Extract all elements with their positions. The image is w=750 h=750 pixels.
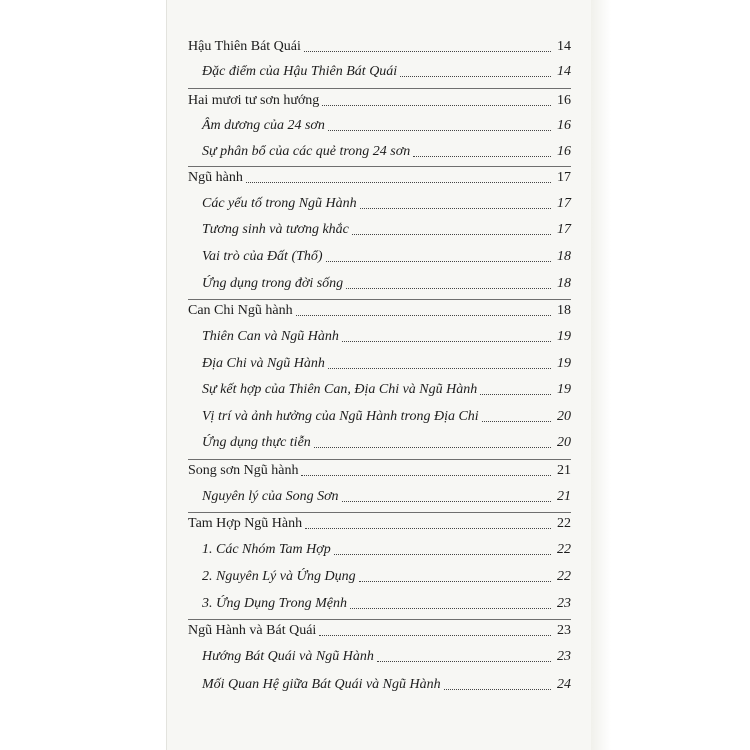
toc-entry-page: 23 (557, 623, 571, 638)
toc-entry-title: Song sơn Ngũ hành (188, 463, 299, 478)
dot-leader (319, 634, 551, 636)
dot-leader (328, 129, 551, 131)
toc-entry-page: 22 (557, 542, 571, 557)
dot-leader (360, 207, 551, 209)
toc-entry-page: 17 (557, 170, 571, 185)
book-page (166, 0, 591, 750)
dot-leader (304, 50, 551, 52)
toc-entry-title: 3. Ứng Dụng Trong Mệnh (202, 596, 347, 611)
toc-subentry (202, 353, 571, 375)
toc-subentry (202, 379, 571, 401)
toc-entry-page: 19 (557, 356, 571, 371)
page-edge-shadow (589, 0, 611, 750)
dot-leader (334, 553, 551, 555)
toc-subentry (202, 646, 571, 668)
toc-entry-title: Mối Quan Hệ giữa Bát Quái và Ngũ Hành (202, 677, 441, 692)
dot-leader (296, 314, 551, 316)
toc-entry-page: 23 (557, 596, 571, 611)
toc-entry-page: 24 (557, 677, 571, 692)
toc-entry-title: Hướng Bát Quái và Ngũ Hành (202, 649, 374, 664)
dot-leader (480, 393, 551, 395)
toc-entry-title: 1. Các Nhóm Tam Hợp (202, 542, 331, 557)
toc-entry-title: Sự phân bổ của các quẻ trong 24 sơn (202, 144, 411, 159)
toc-entry-title: Địa Chi và Ngũ Hành (202, 356, 325, 371)
toc-entry-page: 17 (557, 196, 571, 211)
toc-entry-title: Hậu Thiên Bát Quái (188, 39, 301, 54)
toc-entry-title: Thiên Can và Ngũ Hành (202, 329, 339, 344)
toc-entry (188, 460, 571, 482)
toc-entry (188, 620, 571, 642)
dot-leader (314, 446, 551, 448)
toc-entry-page: 21 (557, 489, 571, 504)
toc-entry-title: 2. Nguyên Lý và Ứng Dụng (202, 569, 356, 584)
dot-leader (482, 420, 551, 422)
dot-leader (342, 340, 551, 342)
toc-entry (188, 513, 571, 535)
dot-leader (359, 580, 551, 582)
toc-entry-page: 18 (557, 249, 571, 264)
toc-entry-title: Ngũ hành (188, 170, 243, 185)
toc-entry-page: 14 (557, 39, 571, 54)
toc-entry-title: Ứng dụng thực tiễn (202, 435, 311, 450)
toc-subentry (202, 219, 571, 241)
toc-entry (188, 36, 571, 58)
toc-subentry (202, 674, 571, 696)
toc-subentry (202, 273, 571, 295)
toc-entry-page: 14 (557, 64, 571, 79)
toc-entry-title: Âm dương của 24 sơn (202, 118, 325, 133)
toc-entry-title: Sự kết hợp của Thiên Can, Địa Chi và Ngũ Hành (202, 382, 478, 397)
toc-entry-page: 16 (557, 118, 571, 133)
toc-entry-title: Vị trí và ảnh hưởng của Ngũ Hành trong Địa Chi (202, 409, 479, 424)
toc-entry-page: 22 (557, 569, 571, 584)
dot-leader (352, 233, 551, 235)
toc-entry-title: Tam Hợp Ngũ Hành (188, 516, 303, 531)
toc-entry (188, 167, 571, 189)
dot-leader (342, 500, 551, 502)
toc-subentry (202, 539, 571, 561)
toc-entry-page: 22 (557, 516, 571, 531)
dot-leader (305, 527, 551, 529)
toc-entry (188, 300, 571, 322)
dot-leader (400, 75, 551, 77)
toc-entry-page: 16 (557, 144, 571, 159)
toc-entry-page: 17 (557, 222, 571, 237)
toc-subentry (202, 141, 571, 163)
toc-entry-page: 18 (557, 276, 571, 291)
dot-leader (346, 287, 551, 289)
toc-entry-title: Can Chi Ngũ hành (188, 303, 293, 318)
toc-subentry (202, 486, 571, 508)
toc-subentry (202, 326, 571, 348)
dot-leader (444, 688, 551, 690)
toc-entry-page: 23 (557, 649, 571, 664)
table-of-contents (167, 0, 591, 750)
dot-leader (328, 367, 551, 369)
toc-entry (188, 90, 571, 112)
toc-subentry (202, 566, 571, 588)
toc-entry-page: 20 (557, 435, 571, 450)
dot-leader (413, 155, 551, 157)
dot-leader (246, 181, 551, 183)
dot-leader (326, 260, 551, 262)
toc-entry-page: 21 (557, 463, 571, 478)
toc-subentry (202, 432, 571, 454)
dot-leader (377, 660, 551, 662)
toc-subentry (202, 246, 571, 268)
toc-subentry (202, 406, 571, 428)
dot-leader (301, 474, 551, 476)
toc-entry-title: Hai mươi tư sơn hướng (188, 93, 320, 108)
toc-entry-title: Đặc điểm của Hậu Thiên Bát Quái (202, 64, 398, 79)
toc-subentry (202, 593, 571, 615)
toc-entry-title: Vai trò của Đất (Thổ) (202, 249, 323, 264)
toc-entry-title: Nguyên lý của Song Sơn (202, 489, 339, 504)
section-divider (188, 88, 571, 89)
dot-leader (322, 104, 551, 106)
toc-subentry (202, 61, 571, 83)
dot-leader (350, 607, 551, 609)
toc-entry-title: Tương sinh và tương khắc (202, 222, 349, 237)
toc-entry-page: 20 (557, 409, 571, 424)
toc-entry-page: 19 (557, 329, 571, 344)
toc-entry-title: Các yếu tố trong Ngũ Hành (202, 196, 357, 211)
toc-entry-page: 19 (557, 382, 571, 397)
toc-entry-page: 18 (557, 303, 571, 318)
toc-entry-page: 16 (557, 93, 571, 108)
toc-entry-title: Ngũ Hành và Bát Quái (188, 623, 317, 638)
toc-entry-title: Ứng dụng trong đời sống (202, 276, 344, 291)
toc-subentry (202, 115, 571, 137)
toc-subentry (202, 193, 571, 215)
